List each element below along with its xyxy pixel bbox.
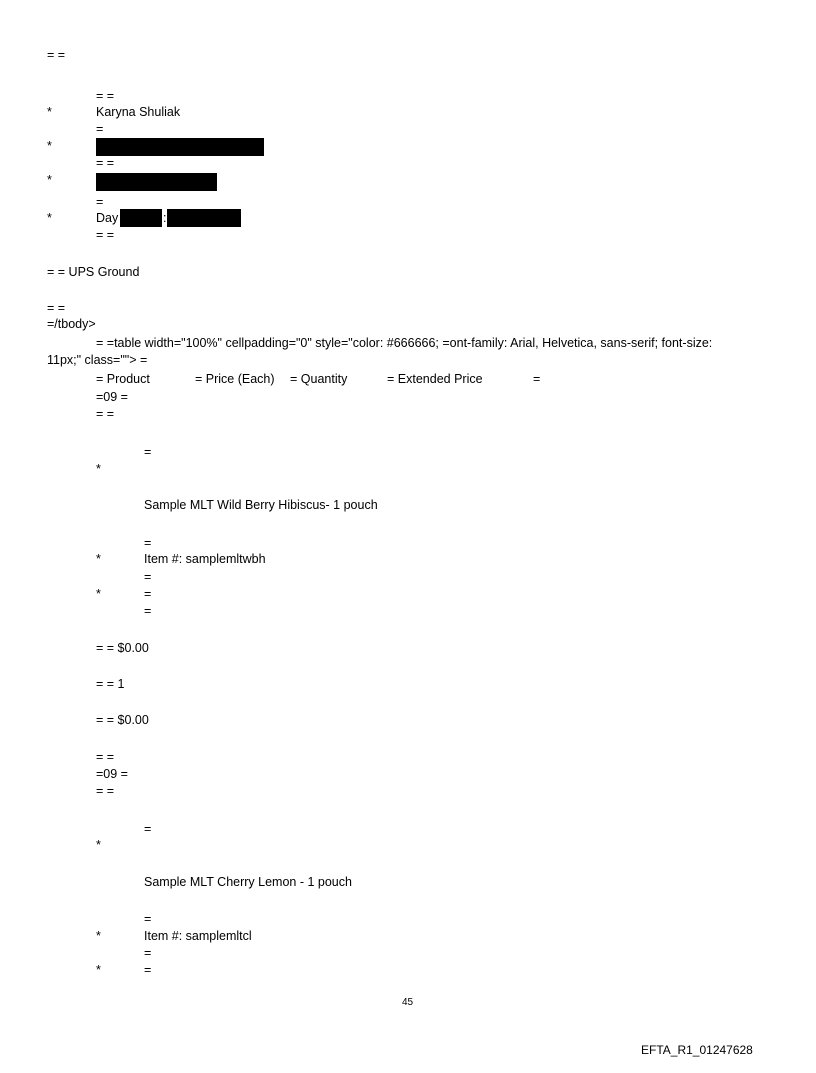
product-name: Sample MLT Wild Berry Hibiscus- 1 pouch — [144, 498, 378, 512]
separator-line: = = — [47, 301, 66, 315]
separator-line: = — [144, 912, 152, 926]
separator-line: = — [96, 195, 104, 209]
separator-line: = — [144, 963, 152, 977]
product-quantity: = = 1 — [96, 677, 125, 691]
delivery-day-label: Day — [96, 211, 119, 225]
separator-line: = = — [96, 750, 115, 764]
html-fragment: = =table width="100%" cellpadding="0" style="color: #666666; =ont-family: Arial, Helvetica, sans-serif; font-size: — [96, 336, 713, 350]
bullet: * — [96, 929, 101, 943]
separator-line: = — [144, 587, 152, 601]
separator-line: = = — [96, 407, 115, 421]
bullet: * — [47, 211, 52, 225]
bullet: * — [96, 963, 101, 977]
tab-marker: =09 = — [96, 390, 128, 404]
tab-marker: =09 = — [96, 767, 128, 781]
separator-line: = — [144, 822, 152, 836]
redaction-box — [96, 173, 217, 191]
separator-line: = = — [96, 89, 115, 103]
separator-line: = — [144, 570, 152, 584]
customer-name: Karyna Shuliak — [96, 105, 181, 119]
bullet: * — [47, 105, 52, 119]
separator-line: = — [144, 445, 152, 459]
header-price: = Price (Each) — [195, 372, 275, 386]
header-quantity: = Quantity — [290, 372, 348, 386]
product-sku: Item #: samplemltcl — [144, 929, 252, 943]
product-name: Sample MLT Cherry Lemon - 1 pouch — [144, 875, 352, 889]
html-fragment: =/tbody> — [47, 317, 96, 331]
separator-line: = = — [96, 784, 115, 798]
header-end: = — [533, 372, 541, 386]
separator-line: = — [144, 946, 152, 960]
separator-line: = — [96, 122, 104, 136]
html-fragment: 11px;" class=""> = — [47, 353, 148, 367]
colon: : — [163, 211, 167, 225]
bullet: * — [96, 552, 101, 566]
shipping-method: = = UPS Ground — [47, 265, 140, 279]
redaction-box — [96, 138, 264, 156]
product-extended-price: = = $0.00 — [96, 713, 149, 727]
bullet: * — [47, 139, 52, 153]
bullet: * — [96, 838, 101, 852]
bullet: * — [96, 462, 101, 476]
separator-line: = — [144, 536, 152, 550]
bates-number: EFTA_R1_01247628 — [641, 1043, 753, 1057]
product-sku: Item #: samplemltwbh — [144, 552, 266, 566]
separator-line: = = — [96, 156, 115, 170]
separator-line: = = — [47, 48, 66, 62]
separator-line: = = — [96, 228, 115, 242]
header-product: = Product — [96, 372, 150, 386]
bullet: * — [47, 173, 52, 187]
header-extended-price: = Extended Price — [387, 372, 483, 386]
separator-line: = — [144, 604, 152, 618]
redaction-box — [167, 209, 241, 227]
product-price: = = $0.00 — [96, 641, 149, 655]
page-number: 45 — [402, 997, 414, 1008]
redaction-box — [120, 209, 162, 227]
bullet: * — [96, 587, 101, 601]
